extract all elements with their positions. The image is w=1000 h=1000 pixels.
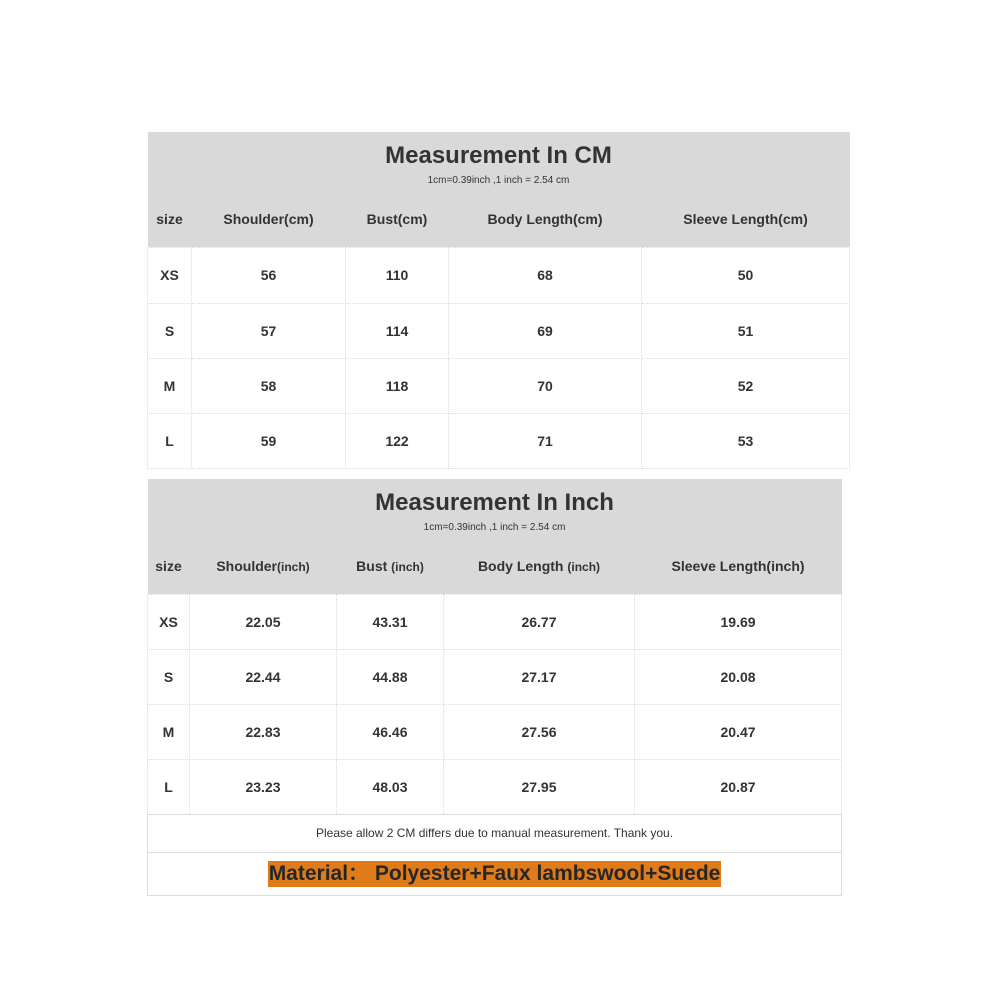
table-row [148,303,850,358]
body-length-cell: 27.56 [444,704,635,759]
shoulder-cell: 58 [192,358,346,413]
cm-header-bust: Bust(cm) [346,192,449,247]
bust-cell: 114 [346,303,449,358]
shoulder-cell: 22.44 [190,649,337,704]
body-length-cell: 70 [449,358,642,413]
cm-header-shoulder: Shoulder(cm) [192,192,346,247]
inch-header-size: size [148,539,190,594]
body-length-cell: 68 [449,247,642,303]
sleeve-length-cell: 20.47 [635,704,842,759]
sleeve-length-cell: 20.87 [635,759,842,814]
table-row [148,247,850,303]
inch-header-shoulder: Shoulder(inch) [190,539,337,594]
body-length-cell: 71 [449,413,642,468]
table-row [148,649,842,704]
size-cell: XS [148,247,192,303]
bust-cell: 110 [346,247,449,303]
size-cell: L [148,413,192,468]
shoulder-cell: 59 [192,413,346,468]
size-cell: L [148,759,190,814]
shoulder-cell: 22.05 [190,594,337,649]
cm-header-sleeve-length: Sleeve Length(cm) [642,192,850,247]
shoulder-cell: 23.23 [190,759,337,814]
bust-cell: 118 [346,358,449,413]
sleeve-length-cell: 19.69 [635,594,842,649]
table-row [148,358,850,413]
sleeve-length-cell: 20.08 [635,649,842,704]
body-length-cell: 27.17 [444,649,635,704]
size-cell: S [148,649,190,704]
inch-size-table [147,479,842,896]
inch-header-sleeve-length: Sleeve Length(inch) [635,539,842,594]
cm-table-title-cell [148,132,850,192]
inch-table-title-cell [148,479,842,539]
shoulder-cell: 57 [192,303,346,358]
inch-header-bust: Bust (inch) [337,539,444,594]
cm-header-size: size [148,192,192,247]
body-length-cell: 69 [449,303,642,358]
sleeve-length-cell: 53 [642,413,850,468]
measurement-note: Please allow 2 CM differs due to manual measurement. Thank you. [148,814,842,852]
cm-table-subtitle: 1cm=0.39inch ,1 inch = 2.54 cm [427,175,570,186]
size-cell: M [148,358,192,413]
cm-table-title: Measurement In CM [385,142,612,169]
body-length-cell: 26.77 [444,594,635,649]
material-cell [148,852,842,895]
bust-cell: 48.03 [337,759,444,814]
sleeve-length-cell: 52 [642,358,850,413]
cm-header-body-length: Body Length(cm) [449,192,642,247]
size-cell: M [148,704,190,759]
bust-cell: 46.46 [337,704,444,759]
table-row [148,594,842,649]
cm-size-table [147,132,850,469]
size-cell: XS [148,594,190,649]
table-row [148,413,850,468]
body-length-cell: 27.95 [444,759,635,814]
table-row [148,704,842,759]
material-highlight: Material： Polyester+Faux lambswool+Suede [268,861,721,885]
sleeve-length-cell: 51 [642,303,850,358]
bust-cell: 44.88 [337,649,444,704]
sleeve-length-cell: 50 [642,247,850,303]
table-row [148,759,842,814]
shoulder-cell: 22.83 [190,704,337,759]
inch-table-subtitle: 1cm=0.39inch ,1 inch = 2.54 cm [423,522,566,533]
bust-cell: 122 [346,413,449,468]
inch-header-body-length: Body Length (inch) [444,539,635,594]
inch-table-title: Measurement In Inch [375,489,614,516]
size-cell: S [148,303,192,358]
shoulder-cell: 56 [192,247,346,303]
bust-cell: 43.31 [337,594,444,649]
